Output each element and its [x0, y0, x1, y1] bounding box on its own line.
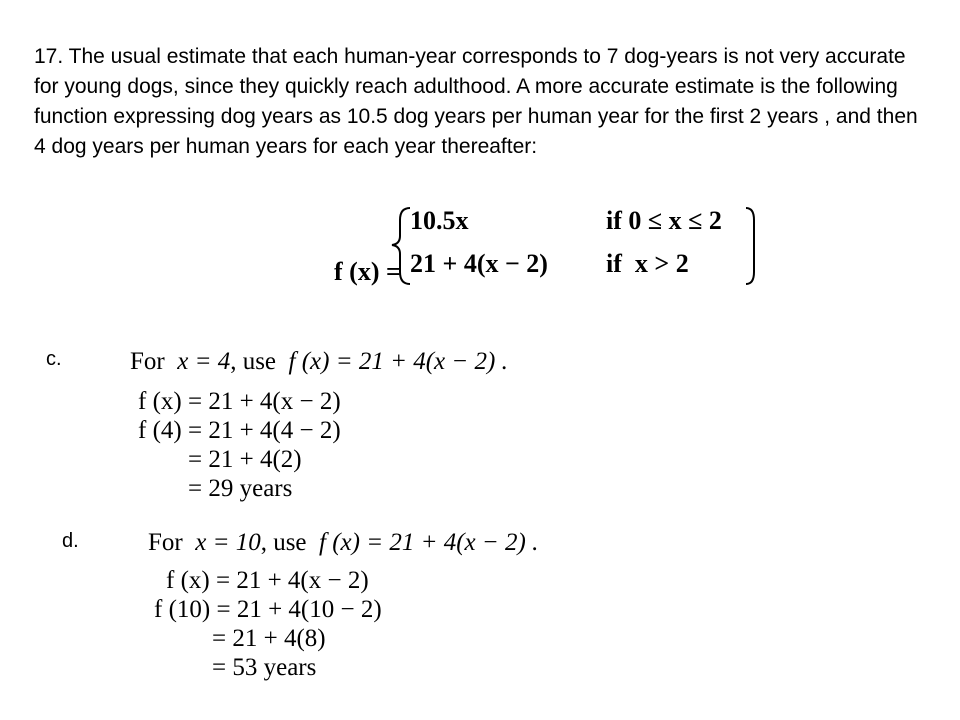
case-2-expression: 21 + 4(x − 2)	[410, 249, 548, 278]
part-c-step-3: = 21 + 4(2)	[188, 446, 302, 473]
part-c-step-1: f (x) = 21 + 4(x − 2)	[138, 388, 341, 415]
part-d-intro: For x = 10, use f (x) = 21 + 4(x − 2) .	[148, 529, 539, 556]
part-c-intro: For x = 4, use f (x) = 21 + 4(x − 2) .	[130, 348, 508, 375]
equals-sign: =	[385, 257, 401, 286]
part-d-letter: d.	[62, 530, 79, 552]
part-d-step-3: = 21 + 4(8)	[212, 625, 326, 652]
case-1-condition: if 0 ≤ x ≤ 2	[606, 206, 722, 235]
case-1-expression: 10.5x	[410, 206, 469, 235]
case-2-condition: if x > 2	[606, 249, 689, 278]
problem-statement: 17. The usual estimate that each human-year corresponds to 7 dog-years is not very accurate for young dogs, since they quickly reach adulthood. A more accurate estimate is the following function expressing dog years as 10.5 dog years per human year for the first 2 years , and then 4 dog years per human years for each year thereafter:	[34, 45, 918, 158]
piecewise-function	[306, 200, 766, 290]
part-d-step-2: f (10) = 21 + 4(10 − 2)	[154, 596, 382, 623]
part-d-step-4: = 53 years	[212, 654, 317, 681]
part-c-step-4: = 29 years	[188, 475, 293, 502]
part-d-step-1: f (x) = 21 + 4(x − 2)	[166, 567, 369, 594]
part-c-step-2: f (4) = 21 + 4(4 − 2)	[138, 417, 341, 444]
part-c-letter: c.	[46, 348, 62, 370]
function-lhs: f (x)	[334, 257, 380, 286]
